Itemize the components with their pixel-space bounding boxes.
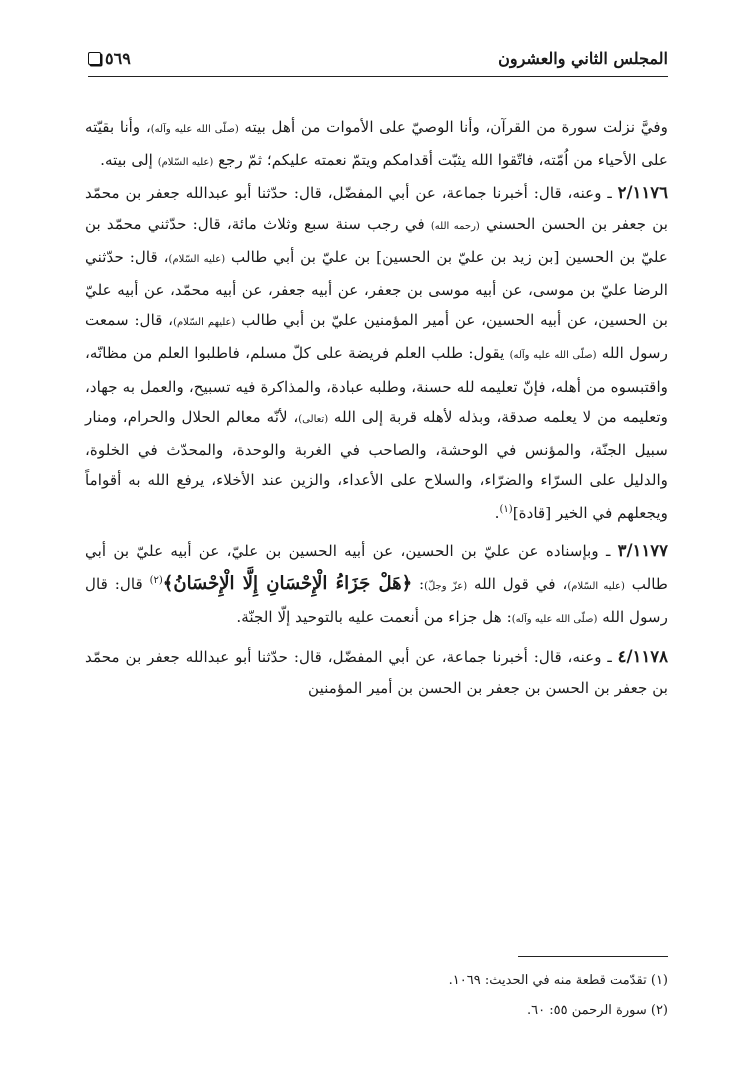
- text-run: ـ وعنه، قال: أخبرنا جماعة، عن أبي المفضّل، قال: حدّثنا أبو عبدالله جعفر بن محمّد بن جعفر بن الحسن بن جعفر بن الحسن بن أمير المؤمنين: [85, 648, 668, 697]
- text-run: :: [412, 574, 425, 593]
- hadith-1176: [85, 178, 668, 528]
- honorific: (صلّى الله عليه وآله): [511, 614, 598, 626]
- honorific: (صلّى الله عليه وآله): [150, 124, 239, 135]
- footnote-ref[interactable]: (١): [499, 504, 513, 516]
- text-run: قال: قال رسول الله: [85, 574, 668, 627]
- honorific: (عليه السّلام): [157, 157, 214, 169]
- quran-verse: ﴿هَلْ جَزَاءُ الْإِحْسَانِ إِلَّا الْإِحْسَانُ﴾: [162, 572, 413, 594]
- footnotes: [85, 966, 668, 1026]
- text-run: ـ وعنه، قال: أخبرنا جماعة، عن أبي المفضّل، قال: حدّثنا أبو عبدالله جعفر بن محمّد بن جعفر بن الحسن الحسني: [85, 184, 668, 233]
- honorific: (تعالى): [298, 413, 329, 425]
- footnote-divider: [518, 956, 668, 957]
- page-square-icon: [88, 52, 101, 65]
- honorific: (عزّ وجلّ): [424, 580, 468, 592]
- hadith-number: ٤/١١٧٨: [617, 647, 668, 667]
- honorific: (عليهم السّلام): [173, 317, 236, 329]
- paragraph-continuation: [85, 112, 668, 178]
- text-run: ـ وبإسناده عن عليّ بن الحسين، عن أبيه الحسين بن عليّ، عن أبيه عليّ بن أبي طالب: [85, 541, 668, 593]
- text-run: في رجب سنة سبع وثلاث مائة، قال: حدّثني محمّد بن عليّ بن الحسين [بن زيد بن عليّ بن الحسين] بن عليّ بن أبي طالب: [85, 214, 668, 266]
- running-title: المجلس الثاني والعشرون: [498, 48, 668, 68]
- honorific: (صلّى الله عليه وآله): [509, 350, 597, 362]
- hadith-1178: [85, 642, 668, 702]
- text-run: ، في قول الله: [467, 574, 568, 593]
- honorific: (رحمه الله): [430, 220, 480, 232]
- main-text: [85, 112, 668, 703]
- text-run: يقول: طلب العلم فريضة على كلّ مسلم، فاطلبوا العلم من مظانّه، واقتبسوه من أهله، فإنّ تعليمه لله حسنة، وطلبه عبادة، والمذاكرة فيه تسبيح، والعمل به جهاد، وتعليمه من لا يعلمه صدقة، وبذله لأهله قربة إلى الله: [85, 344, 668, 426]
- page-number-group: [88, 49, 131, 68]
- text-run: ، لأنّه معالم الحلال والحرام، ومنار سبيل الجنّة، والمؤنس في الوحشة، والصاحب في الغربة والوحدة، والمحدّث في الخلوة، والدليل على السرّاء والضرّاء، والسلاح على الأعداء، والزين عند الأخلاء، يرفع الله به أقواماً ويجعلهم في الخير [قادة]: [85, 407, 668, 523]
- text-run: .: [494, 504, 500, 523]
- honorific: (عليه السّلام): [168, 253, 226, 265]
- footnote-1: (١) تقدّمت قطعة منه في الحديث: ١٠٦٩.: [448, 973, 668, 988]
- footnote-2: (٢) سورة الرحمن ٥٥: ٦٠.: [526, 1003, 668, 1018]
- hadith-number: ٣/١١٧٧: [617, 540, 668, 560]
- text-run: ، قال: سمعت رسول الله: [85, 311, 668, 363]
- footnote-ref[interactable]: (٢): [149, 574, 163, 586]
- text-run: ، قال: حدّثني الرضا عليّ بن موسى، عن أبيه موسى بن جعفر، عن أبيه جعفر، عن أبيه محمّد، عن أبيه عليّ بن الحسين، عن أبيه الحسين، عن أمير المؤمنين عليّ بن أبي طالب: [85, 247, 668, 330]
- page-number: ٥٦٩: [105, 48, 131, 68]
- hadith-number: ٢/١١٧٦: [617, 183, 668, 203]
- text-run: ، وأنا بقيّته على الأحياء من اُمّته، فاتّقوا الله يثبّت أقدامكم ويتمّ نعمته عليكم؛ ثمّ رجع: [85, 118, 668, 170]
- honorific: (عليه السّلام): [567, 580, 625, 592]
- page-header: [88, 40, 668, 77]
- text-run: : هل جزاء من أنعمت عليه بالتوحيد إلّا الجنّة.: [236, 608, 512, 627]
- hadith-1177: [85, 536, 668, 636]
- text-run: إلى بيته.: [100, 151, 158, 170]
- text-run: وفيَّ نزلت سورة من القرآن، وأنا الوصيّ على الأموات من أهل بيته: [238, 118, 668, 136]
